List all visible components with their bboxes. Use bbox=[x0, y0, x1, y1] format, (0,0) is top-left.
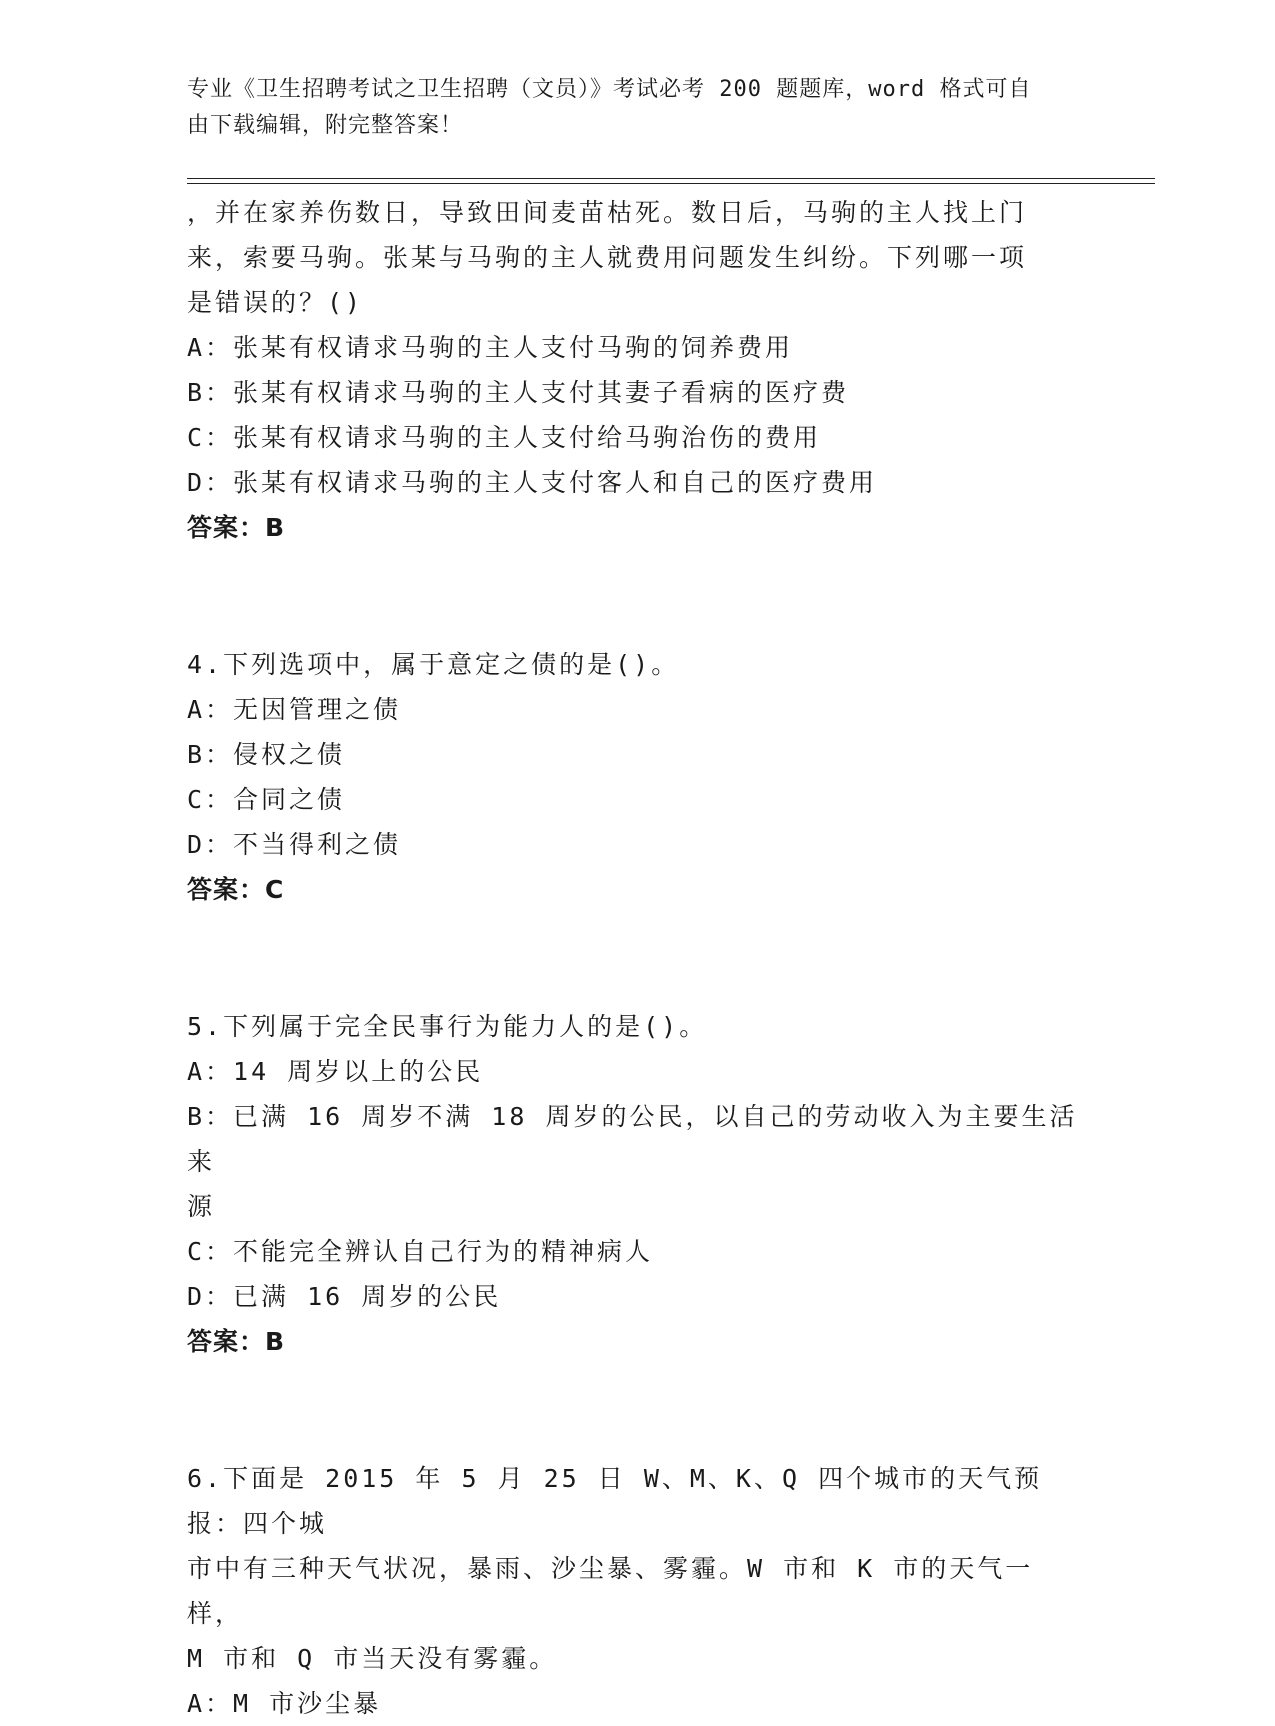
question-5-option-a: A：14 周岁以上的公民 bbox=[187, 1057, 484, 1086]
question-4-option-b: B：侵权之债 bbox=[187, 740, 346, 769]
question-3-stem-line-1: ，并在家养伤数日，导致田间麦苗枯死。数日后，马驹的主人找上门 bbox=[187, 198, 1028, 227]
question-5-stem: 5.下列属于完全民事行为能力人的是()。 bbox=[187, 1012, 708, 1041]
question-4 bbox=[187, 642, 1087, 912]
question-6-stem-line-1: 6.下面是 2015 年 5 月 25 日 W、M、K、Q 四个城市的天气预报：四个城 bbox=[187, 1464, 1043, 1538]
question-5-option-b-line-1: B：已满 16 周岁不满 18 周岁的公民，以自己的劳动收入为主要生活来 bbox=[187, 1102, 1078, 1176]
question-5-option-b-line-2: 源 bbox=[187, 1192, 216, 1221]
question-4-option-c: C：合同之债 bbox=[187, 785, 346, 814]
question-3-option-d: D：张某有权请求马驹的主人支付客人和自己的医疗费用 bbox=[187, 468, 878, 497]
question-4-answer: 答案：C bbox=[187, 875, 285, 904]
question-5-answer: 答案：B bbox=[187, 1327, 286, 1356]
question-6-option-a: A：M 市沙尘暴 bbox=[187, 1689, 382, 1718]
header-rule-bottom bbox=[187, 183, 1155, 184]
question-3-stem-line-3: 是错误的？() bbox=[187, 288, 364, 317]
header-rule-top bbox=[187, 178, 1155, 179]
header-line-1: 专业《卫生招聘考试之卫生招聘（文员）》考试必考 200 题题库，word 格式可自 bbox=[187, 77, 1032, 102]
question-3-answer: 答案：B bbox=[187, 513, 286, 542]
question-3 bbox=[187, 190, 1087, 550]
question-5 bbox=[187, 1004, 1087, 1364]
spacer bbox=[187, 912, 1087, 1004]
question-3-option-a: A：张某有权请求马驹的主人支付马驹的饲养费用 bbox=[187, 333, 794, 362]
question-4-option-a: A：无因管理之债 bbox=[187, 695, 402, 724]
question-4-stem: 4.下列选项中，属于意定之债的是()。 bbox=[187, 650, 680, 679]
question-5-option-c: C：不能完全辨认自己行为的精神病人 bbox=[187, 1237, 654, 1266]
question-5-option-d: D：已满 16 周岁的公民 bbox=[187, 1282, 502, 1311]
question-6-stem-line-2: 市中有三种天气状况，暴雨、沙尘暴、雾霾。W 市和 K 市的天气一样， bbox=[187, 1554, 1034, 1628]
header-line-2: 由下载编辑，附完整答案！ bbox=[187, 113, 464, 138]
question-6-stem-line-3: M 市和 Q 市当天没有雾霾。 bbox=[187, 1644, 558, 1673]
question-3-option-c: C：张某有权请求马驹的主人支付给马驹治伤的费用 bbox=[187, 423, 822, 452]
spacer bbox=[187, 550, 1087, 642]
question-3-stem-line-2: 来，索要马驹。张某与马驹的主人就费用问题发生纠纷。下列哪一项 bbox=[187, 243, 1028, 272]
question-6 bbox=[187, 1456, 1087, 1726]
question-4-option-d: D：不当得利之债 bbox=[187, 830, 402, 859]
document-body bbox=[187, 190, 1087, 1726]
question-3-option-b: B：张某有权请求马驹的主人支付其妻子看病的医疗费 bbox=[187, 378, 850, 407]
document-header bbox=[187, 72, 1067, 144]
spacer bbox=[187, 1364, 1087, 1456]
